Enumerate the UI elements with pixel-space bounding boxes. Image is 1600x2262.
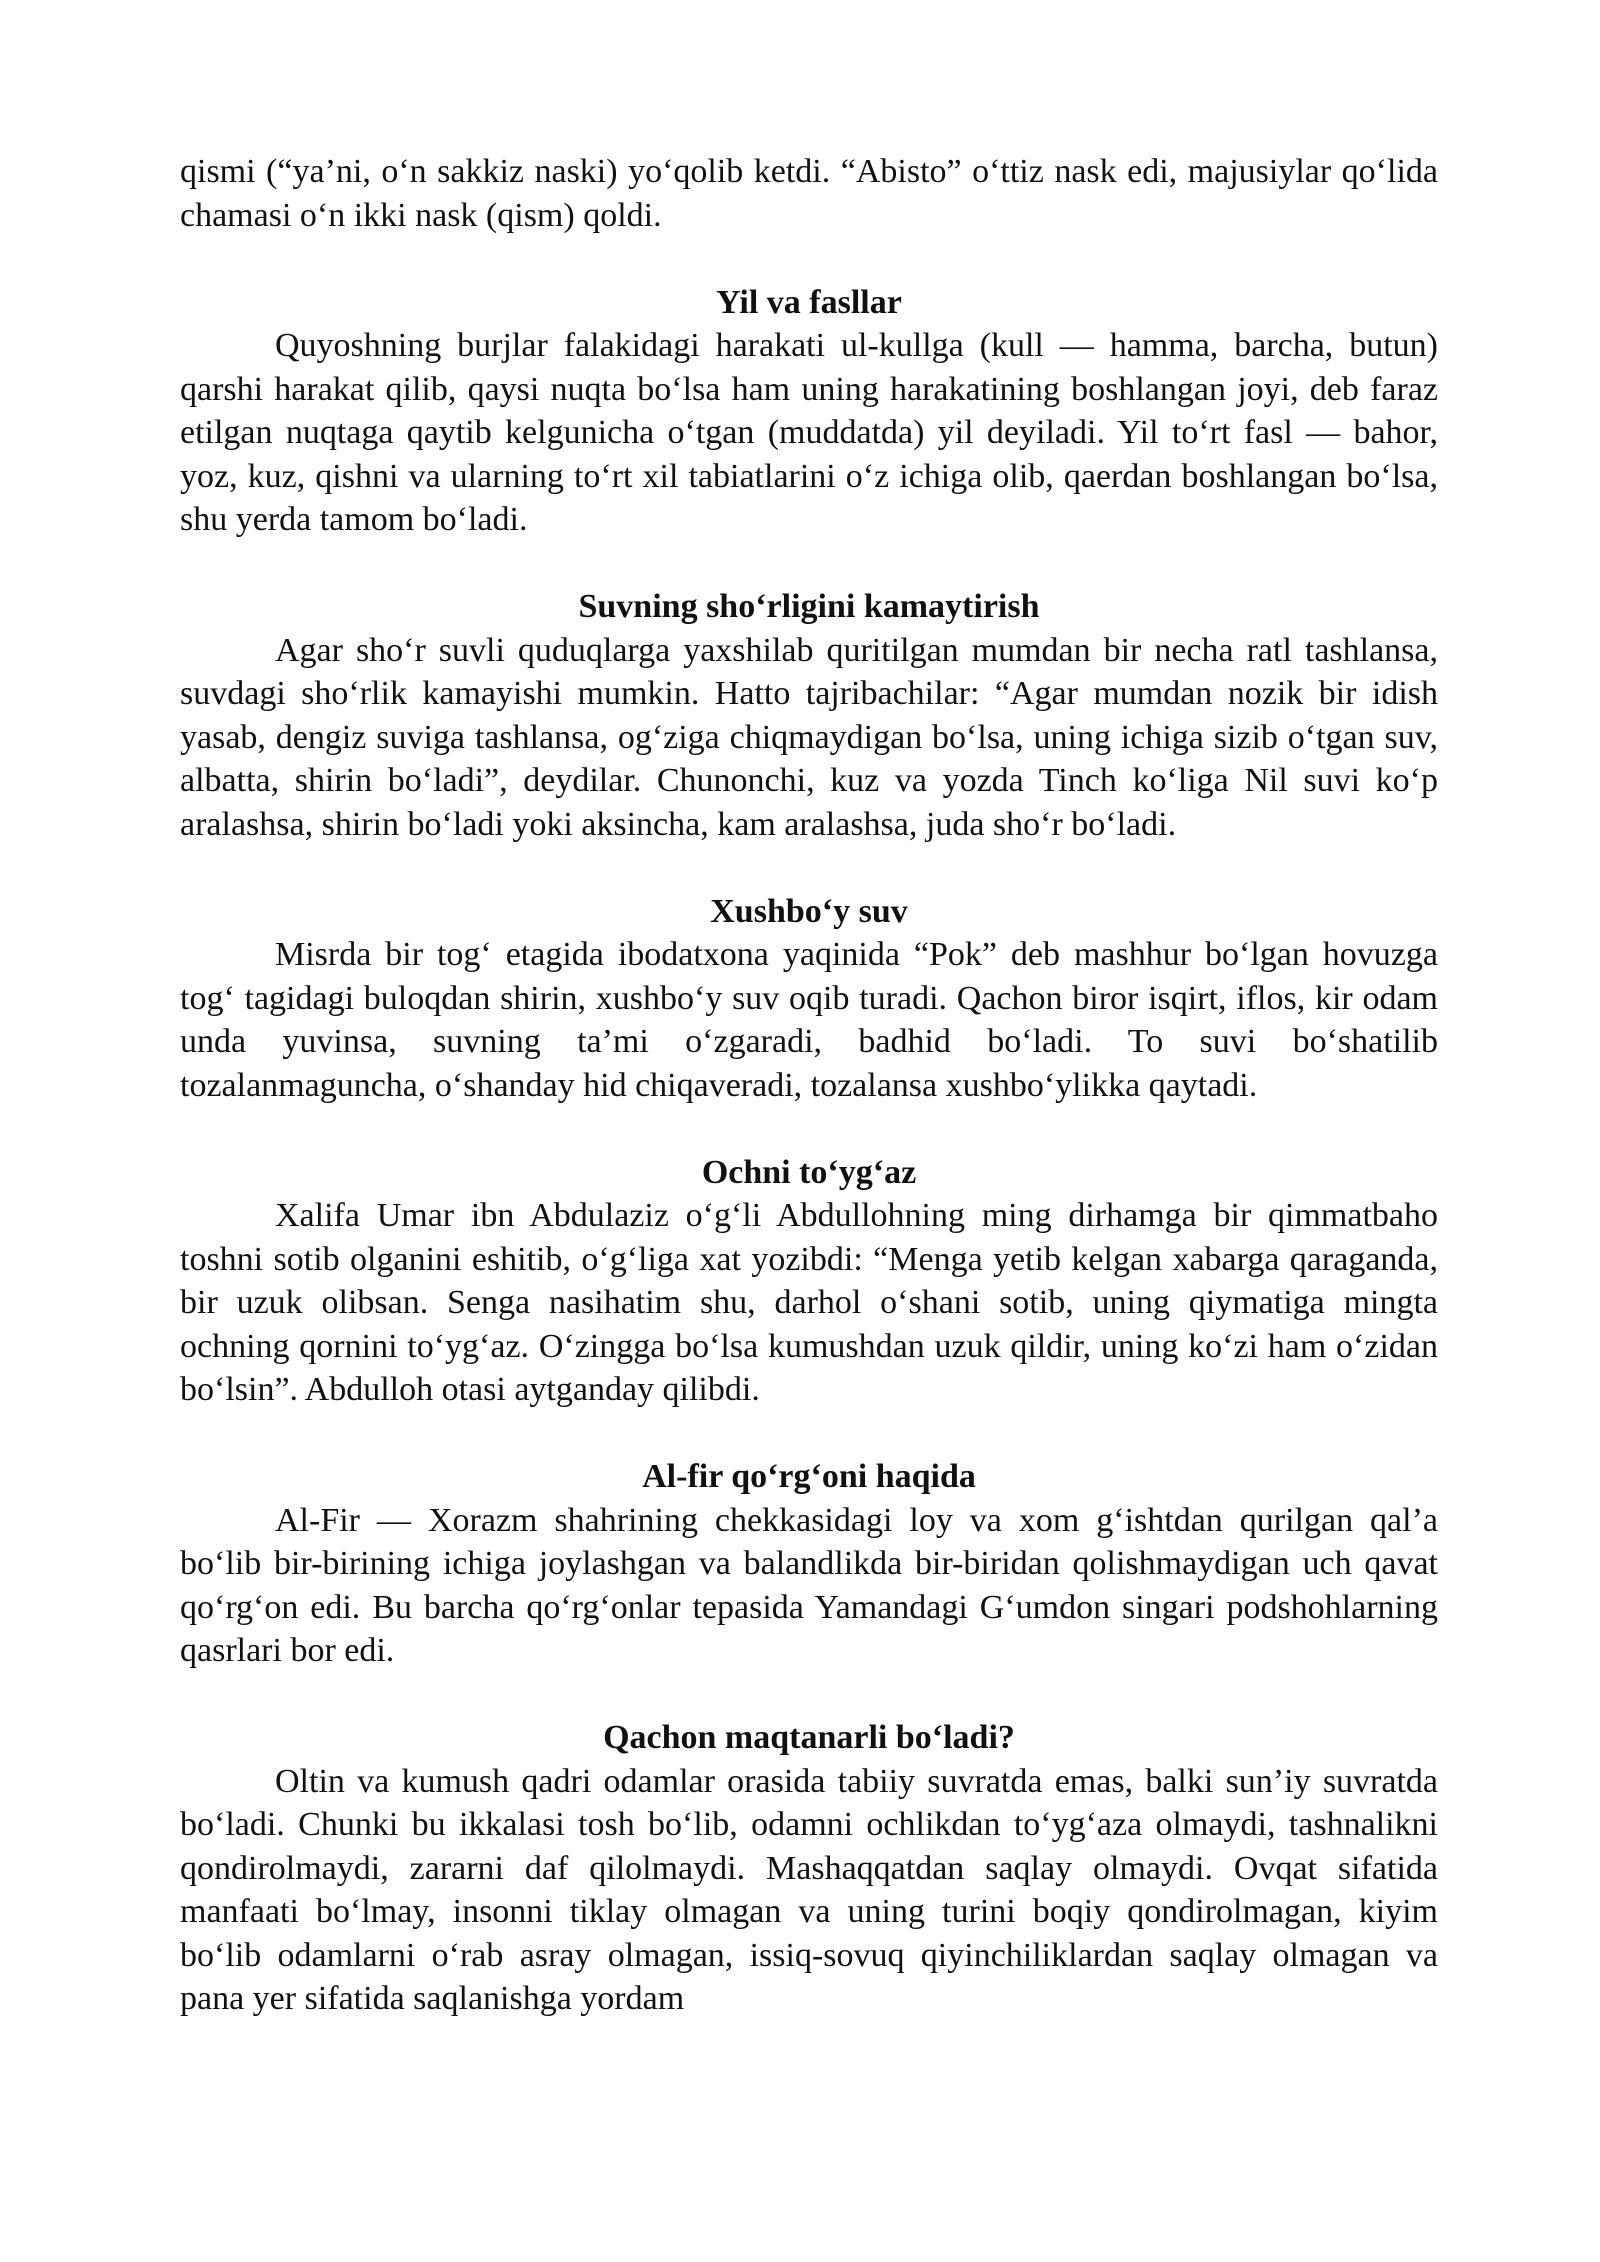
section-paragraph: Misrda bir tog‘ etagida ibodatxona yaqinida “Pok” deb mashhur bo‘lgan hovuzga tog‘ tagidagi buloqdan shirin, xushbo‘y suv oqib turadi. Qachon biror isqirt, iflos, kir odam unda yuvinsa, suvning ta’mi o‘zgaradi, badhid bo‘ladi. To suvi bo‘shatilib tozalanmaguncha, o‘shanday hid chiqaveradi, tozalansa xushbo‘ylikka qaytadi. [180,936,1438,1104]
section-ochni-toygaz [180,1151,1438,1412]
section-heading: Qachon maqtanarli bo‘ladi? [603,1719,1015,1756]
section-heading: Al-fir qo‘rg‘oni haqida [642,1458,976,1495]
section-yil-va-fasllar [180,281,1438,542]
section-paragraph: Agar sho‘r suvli quduqlarga yaxshilab quritilgan mumdan bir necha ratl tashlansa, suvdagi sho‘rlik kamayishi mumkin. Hatto tajribachilar: “Agar mumdan nozik bir idish yasab, dengiz suviga tashlansa, og‘ziga chiqmaydigan bo‘lsa, uning ichiga sizib o‘tgan suv, albatta, shirin bo‘ladi”, deydilar. Chunonchi, kuz va yozda Tinch ko‘liga Nil suvi ko‘p aralashsa, shirin bo‘ladi yoki aksincha, kam aralashsa, juda sho‘r bo‘ladi. [180,631,1438,843]
document-page [180,150,1438,2021]
section-heading: Suvning sho‘rligini kamaytirish [578,588,1040,625]
section-qachon-maqtanarli [180,1716,1438,2021]
section-heading: Yil va fasllar [716,283,902,321]
section-suvning-shorligini [180,585,1438,846]
section-paragraph: Quyoshning burjlar falakidagi harakati ul-kullga (kull — hamma, barcha, butun) qarshi harakat qilib, qaysi nuqta bo‘lsa ham uning harakatining boshlangan joyi, deb faraz etilgan nuqtaga qaytib kelgunicha o‘tgan (muddatda) yil deyiladi. Yil to‘rt fasl — bahor, yoz, kuz, qishni va ularning to‘rt xil tabiatlarini o‘z ichiga olib, qaerdan boshlangan bo‘lsa, shu yerda tamom bo‘ladi. [180,327,1438,538]
section-paragraph: Xalifa Umar ibn Abdulaziz o‘g‘li Abdullohning ming dirhamga bir qimmatbaho toshni sotib olganini eshitib, o‘g‘liga xat yozibdi: “Menga yetib kelgan xabarga qaraganda, bir uzuk olibsan. Senga nasihatim shu, darhol o‘shani sotib, uning qiymatiga mingta ochning qornini to‘yg‘az. O‘zingga bo‘lsa kumushdan uzuk qildir, uning ko‘zi ham o‘zidan bo‘lsin”. Abdulloh otasi aytganday qilibdi. [180,1197,1438,1408]
section-paragraph: Al-Fir — Xorazm shahrining chekkasidagi loy va xom g‘ishtdan qurilgan qal’a bo‘lib bir-birining ichiga joylashgan va balandlikda bir-biridan qolishmaydigan uch qavat qo‘rg‘on edi. Bu barcha qo‘rg‘onlar tepasida Yamandagi G‘umdon singari podshohlarning qasrlari bor edi. [180,1501,1438,1669]
section-heading: Ochni to‘yg‘az [701,1153,917,1191]
section-paragraph: Oltin va kumush qadri odamlar orasida tabiiy suvratda emas, balki sun’iy suvratda bo‘ladi. Chunki bu ikkalasi tosh bo‘lib, odamni ochlikdan to‘yg‘aza olmaydi, tashnalikni qondirolmaydi, zararni daf qilolmaydi. Mashaqqatdan saqlay olmaydi. Ovqat sifatida manfaati bo‘lmay, insonni tiklay olmagan va uning turini boqiy qondirolmagan, kiyim bo‘lib odamlarni o‘rab asray olmagan, issiq-sovuq qiyinchiliklardan saqlay olmagan va pana yer sifatida saqlanishga yordam [180,1762,1438,2017]
section-heading: Xushbo‘y suv [710,892,908,930]
intro-paragraph: qismi (“ya’ni, o‘n sakkiz naski) yo‘qolib ketdi. “Abisto” o‘ttiz nask edi, majusiylar qo‘lida chamasi o‘n ikki nask (qism) qoldi. [180,153,1438,234]
section-al-fir-qorgoni [180,1455,1438,1673]
section-xushboy-suv [180,890,1438,1108]
